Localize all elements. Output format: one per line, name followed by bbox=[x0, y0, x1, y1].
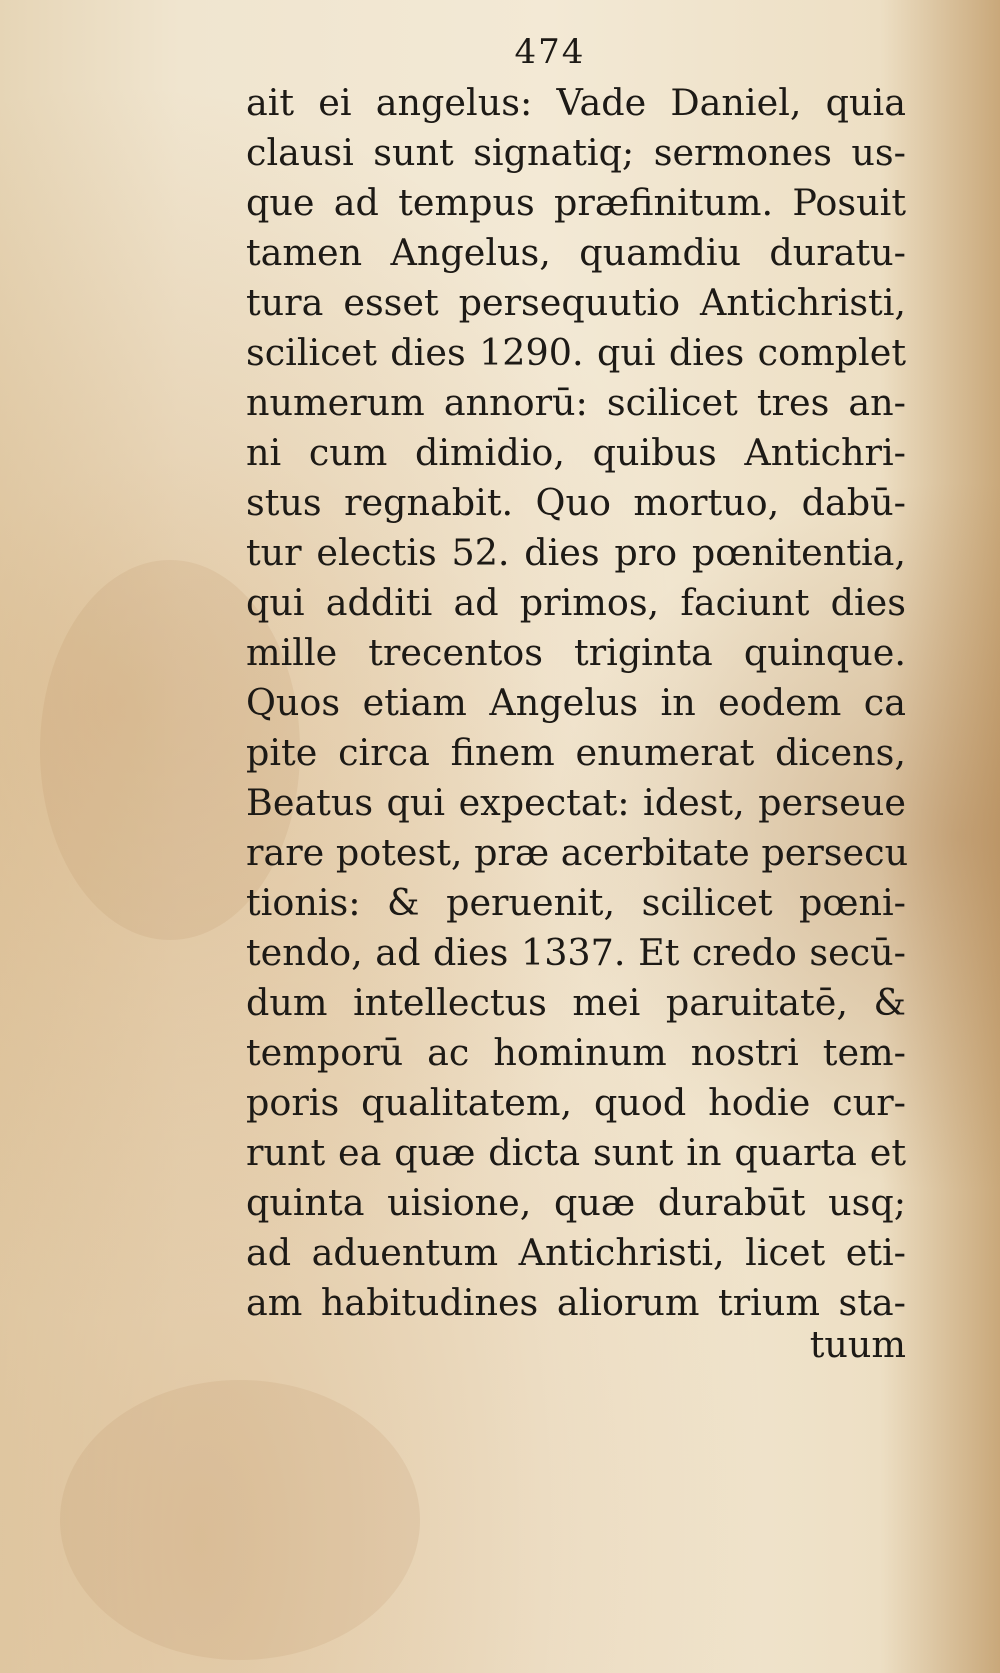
text-block bbox=[246, 78, 909, 1328]
text-line: am habitudines aliorum trium sta- bbox=[246, 1281, 906, 1324]
text-line: tamen Angelus, quamdiu duratu- bbox=[246, 231, 906, 274]
text-line: tionis: & peruenit, scilicet pœni- bbox=[246, 881, 906, 924]
text-line: numerum annorū: scilicet tres an- bbox=[246, 381, 906, 424]
text-line: dum intellectus mei paruitatē, & bbox=[246, 981, 906, 1024]
text-line: scilicet dies 1290. qui dies complet bbox=[246, 331, 906, 374]
text-line: temporū ac hominum nostri tem- bbox=[246, 1031, 906, 1074]
text-line: clausi sunt signatiq; sermones us- bbox=[246, 131, 906, 174]
text-line: Beatus qui expectat: idest, perseue bbox=[246, 781, 906, 824]
text-line: rare potest, præ acerbitate persecu bbox=[246, 831, 909, 874]
text-line: qui additi ad primos, faciunt dies bbox=[246, 581, 906, 624]
text-line: Quos etiam Angelus in eodem ca bbox=[246, 681, 906, 724]
text-line: ni cum dimidio, quibus Antichri- bbox=[246, 431, 906, 474]
text-line: ad aduentum Antichristi, licet eti- bbox=[246, 1231, 906, 1274]
text-line: poris qualitatem, quod hodie cur- bbox=[246, 1081, 906, 1124]
page-number: 474 bbox=[514, 32, 586, 72]
catchword: tuum bbox=[809, 1323, 906, 1366]
text-line: ait ei angelus: Vade Daniel, quia bbox=[246, 81, 906, 124]
text-line: que ad tempus præfinitum. Posuit bbox=[246, 181, 906, 224]
text-line: quinta uisione, quæ durabūt usq; bbox=[246, 1181, 906, 1224]
text-line: tur electis 52. dies pro pœnitentia, bbox=[246, 531, 906, 574]
text-line: tura esset persequutio Antichristi, bbox=[246, 281, 906, 324]
text-line: runt ea quæ dicta sunt in quarta et bbox=[246, 1131, 906, 1174]
text-line: mille trecentos triginta quinque. bbox=[246, 631, 906, 674]
text-line: stus regnabit. Quo mortuo, dabū- bbox=[246, 481, 906, 524]
paper-stain bbox=[60, 1380, 420, 1660]
text-line: pite circa finem enumerat dicens, bbox=[246, 731, 906, 774]
text-line: tendo, ad dies 1337. Et credo secū- bbox=[246, 931, 906, 974]
